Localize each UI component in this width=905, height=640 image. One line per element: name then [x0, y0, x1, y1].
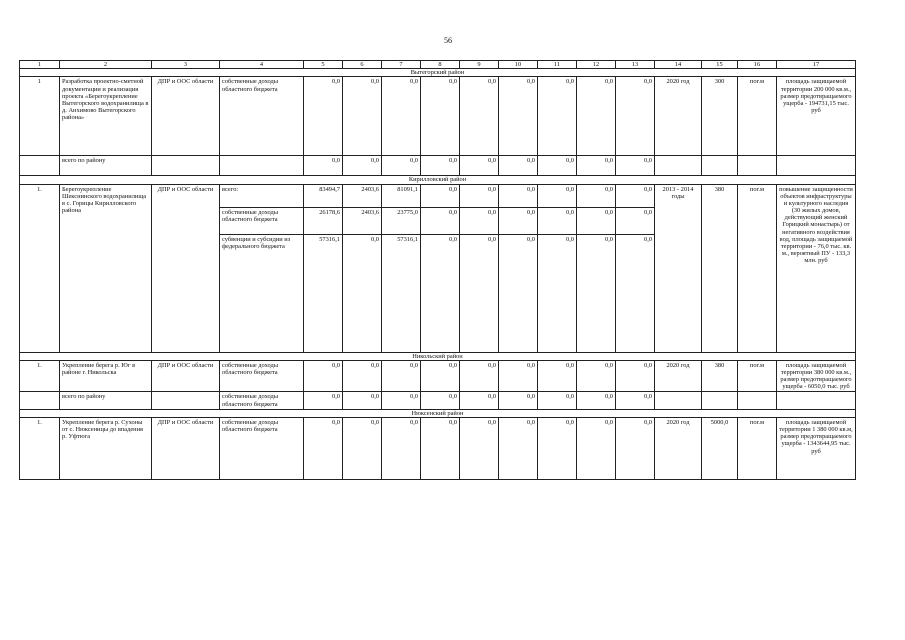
row-number: 1.: [20, 417, 60, 479]
amount-cell: 0,0: [460, 234, 499, 352]
amount-cell: 2403,6: [343, 184, 382, 207]
header-cell: 5: [304, 61, 343, 69]
unit: пог.м: [738, 184, 777, 352]
expected-result: площадь защищаемой территории 380 000 кв.м., размер предотвращаемого ущерба - 6050,0 тыс. руб: [777, 360, 856, 392]
amount-cell: 0,0: [616, 360, 655, 392]
amount-cell: 0,0: [343, 156, 382, 176]
amount-cell: 0,0: [499, 417, 538, 479]
table-row: [20, 417, 856, 479]
section-row: [20, 176, 856, 184]
unit: пог.м: [738, 417, 777, 479]
funding-source: собственные доходы областного бюджета: [220, 360, 304, 392]
amount-cell: 0,0: [538, 392, 577, 409]
amount-cell: 0,0: [421, 360, 460, 392]
amount-cell: 0,0: [577, 234, 616, 352]
header-cell: 1: [20, 61, 60, 69]
amount-cell: 0,0: [616, 156, 655, 176]
executor: [152, 156, 220, 176]
section-title: Кирилловский район: [20, 176, 856, 184]
header-cell: 10: [499, 61, 538, 69]
header-row: [20, 61, 856, 69]
amount-cell: 0,0: [460, 360, 499, 392]
unit: пог.м: [738, 77, 777, 156]
table-row: [20, 77, 856, 156]
amount-cell: 2403,6: [343, 207, 382, 234]
quantity: 380: [702, 184, 738, 352]
expected-result: повышение защищенности объектов инфраструктуры и культурного наследия (30 жилых домов, действующий женский Горицкий монастырь) от негативного воздействия вод, площадь защищаемой территории - 76,0 тыс. кв. м., вероятный ПУ - 133,3 млн. руб: [777, 184, 856, 352]
period: [655, 392, 702, 409]
amount-cell: 23775,0: [382, 207, 421, 234]
funding-source: субвенции и субсидии из федерального бюджета: [220, 234, 304, 352]
header-cell: 2: [60, 61, 152, 69]
funding-source: собственные доходы областного бюджета: [220, 207, 304, 234]
table-row: [20, 184, 856, 207]
amount-cell: 0,0: [577, 392, 616, 409]
amount-cell: 0,0: [616, 234, 655, 352]
expected-result: площадь защищаемой территории 1 380 000 кв.м, размер предотвращаемого ущерба - 1343644,95 тыс. руб: [777, 417, 856, 479]
period: [655, 156, 702, 176]
amount-cell: 0,0: [616, 207, 655, 234]
amount-cell: 0,0: [304, 417, 343, 479]
amount-cell: 0,0: [460, 184, 499, 207]
amount-cell: 0,0: [343, 417, 382, 479]
table-row: [20, 360, 856, 392]
amount-cell: 0,0: [616, 392, 655, 409]
executor: ДПР и ООС области: [152, 77, 220, 156]
amount-cell: 0,0: [499, 156, 538, 176]
amount-cell: 0,0: [421, 156, 460, 176]
expected-result: площадь защищаемой территории 200 000 кв.м., размер предотвращаемого ущерба - 194731,15 тыс. руб: [777, 77, 856, 156]
header-cell: 8: [421, 61, 460, 69]
row-number: 1.: [20, 360, 60, 392]
amount-cell: 0,0: [538, 360, 577, 392]
amount-cell: 0,0: [499, 77, 538, 156]
amount-cell: 0,0: [421, 417, 460, 479]
measure-name: всего по району: [60, 156, 152, 176]
header-cell: 3: [152, 61, 220, 69]
header-cell: 6: [343, 61, 382, 69]
header-cell: 12: [577, 61, 616, 69]
amount-cell: 0,0: [460, 392, 499, 409]
table-row: [20, 392, 856, 409]
quantity: [702, 392, 738, 409]
amount-cell: 0,0: [460, 156, 499, 176]
amount-cell: 0,0: [577, 184, 616, 207]
amount-cell: 0,0: [538, 207, 577, 234]
measure-name: всего по району: [60, 392, 152, 409]
section-title: Нюксенский район: [20, 409, 856, 417]
row-number: [20, 392, 60, 409]
amount-cell: 0,0: [343, 234, 382, 352]
expected-result: [777, 392, 856, 409]
amount-cell: 0,0: [616, 77, 655, 156]
amount-cell: 0,0: [382, 417, 421, 479]
measure-name: Берегоукрепление Шекснинского водохранилища в с. Горицы Кирилловского района: [60, 184, 152, 352]
amount-cell: 0,0: [577, 156, 616, 176]
section-row: [20, 352, 856, 360]
amount-cell: 0,0: [343, 360, 382, 392]
amount-cell: 0,0: [304, 392, 343, 409]
funding-source: собственные доходы областного бюджета: [220, 77, 304, 156]
section-row: [20, 69, 856, 77]
amount-cell: 0,0: [343, 392, 382, 409]
row-number: 1: [20, 77, 60, 156]
quantity: 300: [702, 77, 738, 156]
quantity: [702, 156, 738, 176]
funding-source: всего:: [220, 184, 304, 207]
amount-cell: 0,0: [421, 392, 460, 409]
header-cell: 7: [382, 61, 421, 69]
program-table: [19, 60, 856, 480]
unit: [738, 156, 777, 176]
amount-cell: 0,0: [538, 156, 577, 176]
amount-cell: 0,0: [577, 360, 616, 392]
amount-cell: 0,0: [382, 392, 421, 409]
amount-cell: 0,0: [382, 360, 421, 392]
amount-cell: 0,0: [382, 77, 421, 156]
amount-cell: 0,0: [460, 417, 499, 479]
executor: ДПР и ООС области: [152, 184, 220, 352]
amount-cell: 0,0: [577, 77, 616, 156]
amount-cell: 0,0: [499, 392, 538, 409]
period: 2020 год: [655, 417, 702, 479]
section-title: Вытегорский район: [20, 69, 856, 77]
amount-cell: 57316,1: [382, 234, 421, 352]
amount-cell: 0,0: [499, 360, 538, 392]
period: 2020 год: [655, 360, 702, 392]
quantity: 380: [702, 360, 738, 392]
amount-cell: 0,0: [304, 77, 343, 156]
header-cell: 13: [616, 61, 655, 69]
funding-source: [220, 156, 304, 176]
amount-cell: 81091,1: [382, 184, 421, 207]
amount-cell: 0,0: [499, 184, 538, 207]
amount-cell: 0,0: [538, 417, 577, 479]
amount-cell: 0,0: [538, 234, 577, 352]
header-cell: 9: [460, 61, 499, 69]
quantity: 5000,0: [702, 417, 738, 479]
amount-cell: 0,0: [616, 417, 655, 479]
amount-cell: 0,0: [538, 77, 577, 156]
executor: [152, 392, 220, 409]
period: 2013 - 2014 годы: [655, 184, 702, 352]
amount-cell: 0,0: [499, 234, 538, 352]
amount-cell: 26178,6: [304, 207, 343, 234]
amount-cell: 0,0: [616, 184, 655, 207]
amount-cell: 0,0: [421, 207, 460, 234]
amount-cell: 0,0: [421, 77, 460, 156]
amount-cell: 83494,7: [304, 184, 343, 207]
page-number: 56: [444, 36, 452, 45]
funding-source: собственные доходы областного бюджета: [220, 417, 304, 479]
amount-cell: 0,0: [343, 77, 382, 156]
period: 2020 год: [655, 77, 702, 156]
amount-cell: 0,0: [382, 156, 421, 176]
executor: ДПР и ООС области: [152, 360, 220, 392]
executor: ДПР и ООС области: [152, 417, 220, 479]
amount-cell: 0,0: [304, 360, 343, 392]
row-number: [20, 156, 60, 176]
amount-cell: 0,0: [538, 184, 577, 207]
unit: пог.м: [738, 360, 777, 392]
row-number: 1.: [20, 184, 60, 352]
header-cell: 4: [220, 61, 304, 69]
amount-cell: 0,0: [304, 156, 343, 176]
header-cell: 11: [538, 61, 577, 69]
unit: [738, 392, 777, 409]
amount-cell: 0,0: [577, 417, 616, 479]
header-cell: 15: [702, 61, 738, 69]
amount-cell: 0,0: [460, 207, 499, 234]
section-title: Никольский район: [20, 352, 856, 360]
funding-source: собственные доходы областного бюджета: [220, 392, 304, 409]
amount-cell: 0,0: [460, 77, 499, 156]
expected-result: [777, 156, 856, 176]
measure-name: Разработка проектно-сметной документации и реализация проекта «Берегоукрепление Вытегорского водохранилища в д. Анхимово Вытегорского района»: [60, 77, 152, 156]
table-row: [20, 156, 856, 176]
measure-name: Укрепление берега р. Сухоны от с. Нюксеницы до впадения р. Уфтюга: [60, 417, 152, 479]
header-cell: 17: [777, 61, 856, 69]
amount-cell: 0,0: [421, 234, 460, 352]
amount-cell: 0,0: [421, 184, 460, 207]
measure-name: Укрепление берега р. Юг в районе г. Никольска: [60, 360, 152, 392]
section-row: [20, 409, 856, 417]
amount-cell: 0,0: [577, 207, 616, 234]
amount-cell: 0,0: [499, 207, 538, 234]
amount-cell: 57316,1: [304, 234, 343, 352]
header-cell: 14: [655, 61, 702, 69]
header-cell: 16: [738, 61, 777, 69]
